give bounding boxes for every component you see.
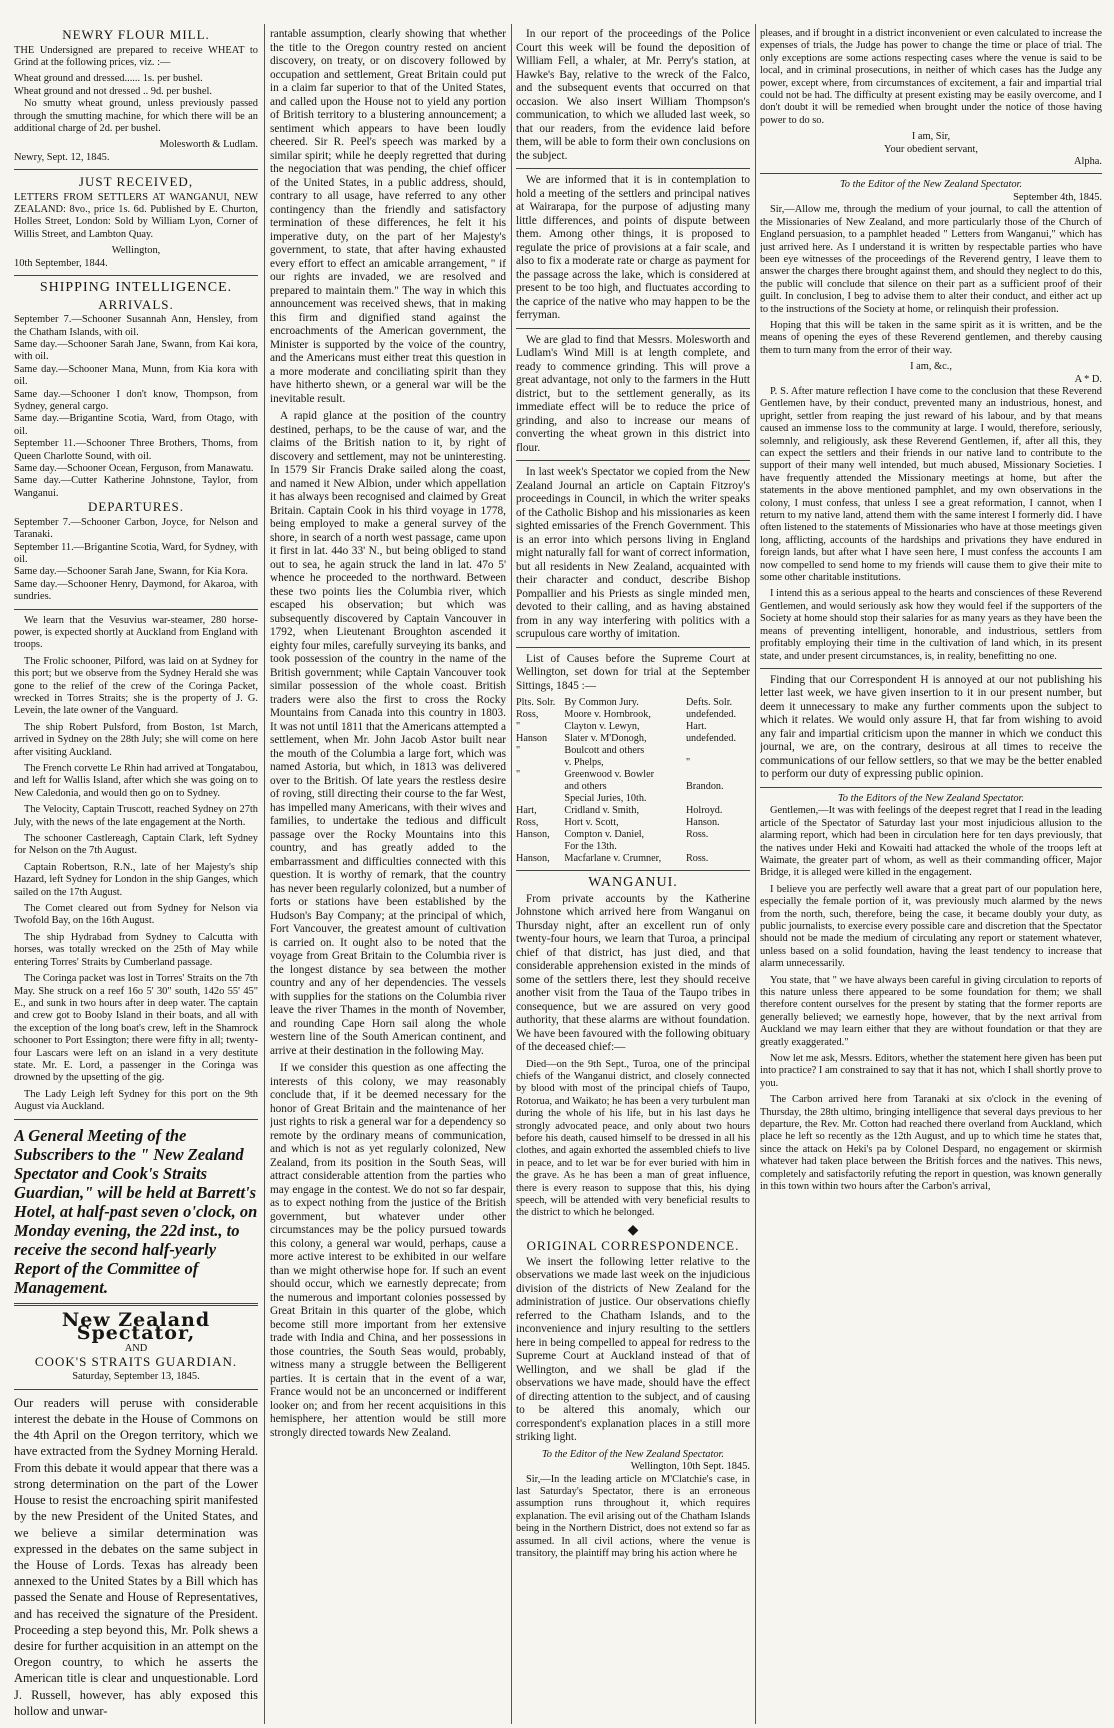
table-row [516,793,750,805]
just-received-heading: JUST RECEIVED, [78,174,194,190]
arrival-item: Same day.—Schooner Ocean, Ferguson, from Manawatu. [14,462,254,474]
table-row [516,817,750,829]
table-cell [686,745,750,757]
letter-closing: Your obedient servant, [884,143,978,155]
table-cell: Clayton v. Lewyn, [564,721,640,732]
gentlemen-letter: Now let me ask, Messrs. Editors, whether the statement here given has been put into practice? I am constrained to say that it has not, which I shall shortly prove to you. [760,1053,1102,1089]
table-row [516,745,750,757]
leading-article-continued: rantable assumption, clearly showing that whether the title to the Oregon country rested on ancient discovery, on treaty, or on discovery followed by occupation and settlement, Great Britain could put in a claim far superior to that of the United States, and called upon the House not to yield any portion of British territory to a blustering announcement; a sentiment which appears to have been loudly cheered. Sir R. Peel's speech was marked by a similar spirit; while he deeply regretted that during the negociation that was pending, the chief officer of the United States, in a public address, should, contrary to all usage, have referred to any other contingency than the friendly and satisfactory termination of these differences, he felt it his imperative duty, on the part of her Majesty's government, to state, that after having exhausted every effort to effect an amicable arrangement, " if our rights are invaded, we are resolved and prepared to maintain them." The way in which this announcement was received shews, that in making this firm and dignified stand against the encroachments of the American government, the Minister is supported by the voice of the country, and the Americans must either treat this question in a more moderate and conciliating spirit than they have hitherto shewn, or a general war will be the inevitable result. [270,28,506,405]
masthead-subtitle: COOK'S STRAITS GUARDIAN. [34,1353,238,1369]
table-row [516,829,750,841]
arrival-item: Same day.—Schooner Mana, Munn, from Kia kora with oil. [14,363,258,388]
table-cell: Cridland v. Smith, [564,805,640,816]
original-correspondence-heading: ORIGINAL CORRESPONDENCE. [526,1238,740,1254]
departure-item: September 11.—Brigantine Scotia, Ward, for Sydney, with oil. [14,541,258,565]
table-row [516,769,750,781]
table-cell: Ross. [685,853,709,864]
table-cell: Hanson [516,733,548,744]
police-court-paragraph: In our report of the proceedings of the Police Court this week will be found the deposition of William Fell, a whaler, at Mr. Perry's station, at Hawke's Bay, relative to the wreck of the Falco, and the subsequent events that occurred on that occasion. We also insert William Thompson's communication, to which we alluded last week, so that our readers, from the evidence laid before them, will be able to form their own conclusions on the subject. [516,28,750,162]
shipping-news: The ship Hydrabad from Sydney to Calcutta with horses, was totally wrecked on the 25th of May while entering Torres' Straits by Cumberland passage. [14,931,258,968]
table-cell: Boulcott and others [564,745,645,756]
arrival-item: Same day.—Brigantine Scotia, Ward, from Otago, with oil. [14,413,258,437]
letter-signature: Alpha. [1074,156,1102,168]
table-cell: Slater v. M'Donogh, [564,733,647,744]
causes-intro: List of Causes before the Supreme Court at Wellington, set down for trial at the September Sittings, 1845 :— [516,652,750,692]
just-received-place: Wellington, [111,245,161,257]
flour-mill-signature: Molesworth & Ludlam. [159,139,258,151]
column-1 [14,28,258,1720]
table-row [516,805,750,817]
flour-price: Wheat ground and dressed...... 1s. per bushel. [14,73,203,85]
arrival-item: September 11.—Schooner Three Brothers, Thoms, from Queen Charlotte Sound, with oil. [14,438,258,462]
table-row [516,853,750,865]
shipping-news: We learn that the Vesuvius war-steamer, 280 horse-power, is expected shortly at Auckland from England with troops. [14,614,258,651]
divider [760,787,1102,788]
flour-mill-notice: THE Undersigned are prepared to receive WHEAT to Grind at the following prices, viz. :— [14,44,258,68]
table-cell: " [516,721,521,732]
missionaries-letter: Hoping that this will be taken in the same spirit as it is written, and be the means of opening the eyes of these Reverend gentlemen, and thereby causing them to turn many from the error of their way. [760,319,1102,356]
arrival-item: September 7.—Schooner Susannah Ann, Hensley, from the Chatham Islands, with oil. [14,314,258,338]
column-4 [760,28,1102,1720]
table-cell: Ross, [516,709,539,720]
causes-header-row [516,697,750,709]
column-header: By Common Jury. [564,697,639,708]
leading-article-continued: If we consider this question as one affecting the interests of this colony, we may reasonably conclude that, if it be deemed necessary for the honor of Great Britain and the maintenance of her just rights to risk a general war for a dependency so remote by the ordinary means of communication, and which is not as yet regularly colonized, New Zealand, from its position in the South Seas, will attract considerable attention from the parties who may engage in the contest. We do not so far despair, as to expect nothing from the justice of the British government, but whatever under other circumstances may be the policy pursued towards this colony, a general war would, perhaps, cause a more active interest to be exhibited in our welfare than we might otherwise hope for. If such an event should occur, which we earnestly deprecate; from the numerous and important colonies possessed by Great Britain in this quarter of the globe, which become still more important from her extensive trade with India and China, and her possessions in those countries, the South Seas would, probably, witness many a struggle between the Belligerent parties. It is certain that in the event of a war, France would not be an unconcerned or indifferent looker on; and from her recent acquisitions in this hemisphere, her attention would be still more strongly directed towards New Zealand. [270,1062,506,1439]
shipping-news: The Velocity, Captain Truscott, reached Sydney on 27th July, with the news of the late engagement at the North. [14,804,258,828]
shipping-news: The Coringa packet was lost in Torres' Straits on the 7th May. She struck on a reef 16o 5' 30" south, 142o 55' 45" E., and sunk in two hours after in deep water. The captain and crew got to Booby Island in their boats, and all with the exception of the long boat's crew, left in the Shamrock schooner to Port Essington; there were fifty in all; twenty-four Lascars were left on an island in a very destitute state. Mr. E. Lord, a passenger in the Coringa was drowned by the upsetting of the gig. [14,973,258,1084]
table-cell [686,769,750,781]
table-row [516,781,750,793]
gentlemen-letter: You state, that " we have always been careful in giving circulation to reports of this nature unless there appeared to be some foundation for them; we shall therefore content ourselves for the present by stating that the former reports are generally believed; we earnestly hope, however, that by the next arrival from Auckland we may learn either that they are without foundation or that they are greatly exaggerated." [760,974,1102,1048]
flour-mill-heading: NEWRY FLOUR MILL. [62,28,210,42]
table-cell: Hart, [516,805,537,816]
table-cell: v. Phelps, [564,757,604,768]
divider [14,1119,258,1120]
table-cell [686,793,750,805]
table-cell: Hanson, [516,853,550,864]
catholic-bishop-paragraph: In last week's Spectator we copied from the New Zealand Journal an article on Captain Fitzroy's proceedings in Council, in which the writer speaks of the Catholic Bishop and his missionaries as keen sighted emissaries of the French Government. This is an error into which persons living in England might naturally fall for want of correct information, but all residents in New Zealand, acquainted with their character and conduct, describe Bishop Pompallier and his Priests as single minded men, devoted to their calling, and as having abstained from in any way interfering with politics with a scrupulous care worthy of imitation. [516,466,750,640]
table-cell: " [516,769,521,780]
table-cell: Hanson. [685,817,720,828]
missionaries-letter: Sir,—Allow me, through the medium of your journal, to call the attention of the Missionaries of New Zealand, and more particularly those of the Church of England persuasion, to a pamphlet headed " Letters from Wanganui," which has just arrived here. As I understand it is written by respectable parties who have been eye witnesses of the proceedings of the Reverend gentry, I leave them to answer the charges there brought against them, and should they neglect to do this, the public will conclude that silence on their part as a sufficient proof of their guilt. In conclusion, I beg to advise them to alter their conduct, and either act up to the instructions of the Society at home, or relinquish their profession. [760,204,1102,315]
divider [516,870,750,871]
causes-table [516,697,750,865]
table-cell: Special Juries, 10th. [564,793,647,804]
flour-mill-date: Newry, Sept. 12, 1845. [14,151,110,163]
table-cell [516,757,564,769]
just-received-text: LETTERS FROM SETTLERS AT WANGANUI, NEW ZEALAND: 8vo., price 1s. 6d. Published by E. Churton, Holles Street, London: Sold by William Lyon, Corner of Willis Street, and Lambton Quay. [14,191,258,240]
leading-article-continued: A rapid glance at the position of the country destined, perhaps, to be the cause of war, and the claims of the British nation to it, by right of discovery and settlement, may not be uninteresting. In 1579 Sir Francis Drake sailed along the coast, and named it New Albion, under which appellation it has always been recognised and claimed by Great Britain. Captain Cook in his third voyage in 1778, being employed to make a general survey of the shore, in search of a north west passage, came upon it first in lat. 44o 33' N., but being obliged to stand out to sea, he again struck the land in lat. 47o 5' whence he proceeded to the northward. Between these two points lies the Columbia river, which escaped his observation; but which was subsequently discovered by Captain Vancouver in 1792, when Lieutenant Broughton ascended it eighty four miles, carefully surveying its banks, and took possession of the country in the name of the British government; while Captain Vancouver took similar possession of the whole coast. British traders were also the first to cross the Rocky Mountains from Canada into this country in 1803. It was not until 1811 that the Americans attempted a settlement, when Mr. John Jacob Astor built near the mouth of the Columbia a large fort, which was named Astoria, but which, in 1813 was delivered over to the British. Of late years the restless desire of roving, still directing their course to the far West, has impelled many Americans, with their wives and families, to undertake the tedious and difficult passage over the Rocky Mountains into this country, and has greatly added to the embarrassment and difficulties connected with this question. It is worthy of remark, that the country has never been regularly colonized, but a number of forts or stations have been established by the Hudson's Bay Company; at the principal of which, Fort Vancouver, the greatest amount of cultivation is carried on. It ought also to be noted that the voyage from Great Britain to the Columbia river is the longest distance by sea between the mother country and any of her dependencies. The vessels with supplies for the stations on the Columbia river leave the river Thames in the month of November, and rounding Cape Horn sail along the whole western line of the South American continent, and arrive at their destination in the following May. [270,410,506,1057]
shipping-news: The Lady Leigh left Sydney for this port on the 9th August via Auckland. [14,1088,258,1113]
departures-heading: DEPARTURES. [87,499,185,515]
divider [14,275,258,276]
masthead-title: New Zealand Spectator, [61,1308,211,1345]
column-3 [516,28,750,1720]
arrival-item: Same day.—Schooner Sarah Jane, Swann, from Kai kora, with oil. [14,338,258,363]
letter-date: September 4th, 1845. [1013,191,1102,203]
wanganui-heading: WANGANUI. [588,875,678,890]
arrival-item: Same day.—Schooner I don't know, Thompson, from Sydney, general cargo. [14,388,258,412]
leading-article: Our readers will peruse with considerable interest the debate in the House of Commons on the 4th April on the Oregon territory, which we have extracted from the Sydney Morning Herald. From this debate it would appear that there was a strong determination on the part of the Lower House to resist the encroaching spirit manifested by the new President of the United States, and we believe a similar determination was expressed in the debates on the same subject in the House of Lords. Texas has already been annexed to the United States by a Bill which has passed the Senate and House of Representatives, and has received the signature of the President. Proceeding a step beyond this, Mr. Polk shews a desire for further acquisition in an attempt on the Oregon country, to which he asserts the American title is clear and unquestionable. Lord J. Russell, however, has ably exposed this hollow and unwar- [14,1395,258,1718]
table-cell [686,841,750,853]
table-cell [516,781,564,793]
table-cell: Hort v. Scott, [564,817,619,828]
gentlemen-letter: I believe you are perfectly well aware that a great part of our population here, especially the female portion of it, was previously much alarmed by the news from the north, such, therefore, being the case, it became doubly your duty, as public journalists, to exercise every possible care and discretion that the Spectator should not be made the medium of circulating any report or statement whatever, unless based on a solid foundation, having the least tendency to increase that alarm unnecessarily. [760,883,1102,970]
arrival-item: Same day.—Cutter Katherine Johnstone, Taylor, from Wanganui. [14,475,258,499]
letter-address: To the Editor of the New Zealand Spectator. [839,179,1023,191]
table-row [516,709,750,721]
shipping-news: The Frolic schooner, Pilford, was laid on at Sydney for this port; but we observe from the Sydney Herald she was gone to the relief of the crew of the Coringa Packet, wrecked in Torres Straits; she is the property of J. G. Levein, the late owner of the Vanguard. [14,655,258,717]
table-cell: Holroyd. [685,805,723,816]
general-meeting-notice: A General Meeting of the Subscribers to the " New Zealand Spectator and Cook's Straits Guardian," will be held at Barrett's Hotel, at half-past seven o'clock, on Monday evening, the 22d inst., to receive the second half-yearly Report of the Committee of Management. [14,1125,258,1297]
letter-body-continued: pleases, and if brought in a district inconvenient or even calculated to increase the expenses of trials, the Judge has power to change the time or place of trial. The only exceptions are some actions respecting cases where the venue is said to be local, and in criminal prosecutions, in neither of which cases has the Judge any power, except where, from circumstances of excitement, a fair and impartial trial could not be had. The difficulty at present existing may be easily overcome, and I don't doubt it will be remedied when brought under the notice of those having power to do so. [760,28,1102,126]
masthead-and: AND [124,1342,148,1354]
gentlemen-letter: The Carbon arrived here from Taranaki at six o'clock in the evening of Thursday, the 28th ultimo, bringing intelligence that several days previous to her departure, the Rev. Mr. Cotton had reached there overland from Auckland, which place he left so recently as the 12th August, and up to which time he states that, since the attack on Heki's pa by Colonel Despard, no engagement or skirmish whatever had taken place between the British forces and the natives. This news, completely and satisfactorily refuting the report in question, was known generally in this town within two hours after the Carbon's arrival, [760,1094,1102,1193]
flour-price: Wheat ground and not dressed .. 9d. per bushel. [14,85,212,97]
table-cell: Ross. [685,829,709,840]
shipping-news: The schooner Castlereagh, Captain Clark, left Sydney for Nelson on the 7th August. [14,833,258,857]
gentlemen-letter: Gentlemen,—It was with feelings of the deepest regret that I read in the leading article of the Spectator of Saturday last your most injudicious allusion to the alarming report, which had been in circulation here for ten days previously, that the natives under Heki and Kowaiti had attacked the whole of the troops left at Waimate, the greater part of whom, as well as their commanding officer, Major Bridge, it is alleged were killed in the engagement. [760,805,1102,879]
shipping-news: The ship Robert Pulsford, from Boston, 1st March, arrived in Sydney on the 28th July; she will come on here after visiting Auckland. [14,721,258,758]
table-cell: and others [564,781,607,792]
shipping-news: Captain Robertson, R.N., late of her Majesty's ship Hazard, left Sydney for London in the ship Ganges, which sailed on the 17th August. [14,861,258,898]
postscript: P. S. After mature reflection I have come to the conclusion that these Reverend Gentlemen have, by their conduct, prevented many an industrious, honest, and upright, settler from reaping the just reward of his labour, and by that means caused an immense loss to the community at large. I would, therefore, seriously, solemnly, and religiously, ask these Reverend Gentlemen, if, after all this, they can expect the settlers and their friends in our native land to contribute to the support of their many well intended, but much abused, Missionary Societies. I have frequently attended the Missionary meetings at home, but after the statements in the above mentioned pamphlet, and my own observations in the colony, I must confess, that unless I see a great reformation, I cannot, when I return to my native land, attend them with the same interest I formerly did. I have often listened to the statements of Missionaries who have at those meetings given long, afflicting, accounts of the hardships and privations they have endured in foreign lands, but after what I have seen here, I must confess the accounts I am now compelled to send home to my friends will cause them to give their mite to some other charitable institutions. [760,385,1102,584]
departure-item: September 7.—Schooner Carbon, Joyce, for Nelson and Taranaki. [14,516,258,541]
divider [14,169,258,170]
letter-closing: I am, Sir, [911,131,951,143]
wairarapa-paragraph: We are informed that it is in contemplation to hold a meeting of the settlers and principal natives at Wairarapa, for the purpose of adjusting many little differences, and points of dispute between them. Among other things, it is proposed to regulate the price of provisions at a fair scale, and also to fix a moderate rate or charge as payment for the passage across the lake, which is considered at present to be too high, and fluctuates according to the caprice of the native who may happen to be the ferryman. [516,174,750,321]
arrivals-heading: ARRIVALS. [98,296,174,312]
wanganui-paragraph: From private accounts by the Katherine Johnstone which arrived here from Wanganui on Thursday night, after an excellent run of only twenty-four hours, we learn that Turoa, a principal chief of that district, has just died, and that considerable apprehension existed in the minds of some of the settlers there, lest they should receive another visit from the Taua of the Taupo tribes in consequence, but we are assured on very good authority, that these alarms are without foundation. We have been favoured with the following obituary of the deceased chief:— [516,892,750,1053]
shipping-news: The Comet cleared out from Sydney for Nelson via Twofold Bay, on the 16th August. [14,903,258,927]
letter-body: Sir,—In the leading article on M'Clatchie's case, in last Saturday's Spectator, there is an erroneous assumption runs throughout it, which requires explanation. The evil arising out of the Chatham Islands being in the Northern District, does not extend so far as assumed. In all civil actions, where the venue is transitory, the plaintiff may bring his action where he [516,1473,750,1560]
divider [516,647,750,648]
divider [14,609,258,610]
editorial-note: Finding that our Correspondent H is annoyed at our not publishing his letter last week, we have given insertion to it in our present number, but deem it unnecessary to make any further comments upon the subject to which it relates. We would only assure H, that far from wishing to avoid any fair and impartial criticism upon the manner in which we conduct this journal, we are, on the contrary, desirous at all times to receive the communications of our fellow settlers, so that we may be the better enabled to perform our duty of expressing public opinion. [760,673,1102,781]
table-row [516,757,750,769]
table-cell: Brandon. [685,781,724,792]
divider [516,328,750,329]
table-row [516,841,750,853]
column-rule [264,24,265,1724]
divider [760,668,1102,669]
table-cell: Macfarlane v. Crumner, [564,853,662,864]
table-cell [516,793,564,805]
shipping-news: The French corvette Le Rhin had arrived at Tongatabou, and left for Wallis Island, after which she was going on to New Caledonia, and would then go on to Sydney. [14,763,258,799]
table-cell: Hanson, [516,829,550,840]
column-rule [755,24,756,1724]
table-cell: Ross, [516,817,539,828]
column-rule [511,24,512,1724]
table-cell: Compton v. Daniel, [564,829,645,840]
turoa-obituary: Died—on the 9th Sept., Turoa, one of the principal chiefs of the Wanganui district, and closely connected by blood with most of the principal chiefs of Taupo, Rotorua, and Waikato; he has been a very turbulent man during the whole of his life, but in his last days he strongly advocated peace, and only about two hours before his death, caused himself to be dressed in all his clothes, and again exhorted the assembled chiefs to live in peace, and to let war be for ever buried with him in the grave. As he has been a man of great influence, there is every reason to suppose that this, his dying speech, will be attended with very beneficial results to the district to which he belonged. [516,1058,750,1219]
correspondence-intro: We insert the following letter relative to the observations we made last week on the injudicious division of the districts of New Zealand for the administration of justice. Our observations chiefly referred to the Chatham Islands, and to the inconvenience and injury resulting to the settlers here in being compelled to appeal for redress to the Supreme Court at Auckland instead of that of Wellington, and we shall be glad if the observations we have made, should have the effect of directing attention to the subject, and of causing to be altered this anomaly, which our correspondent's explanation places in a still more striking light. [516,1255,750,1444]
table-row [516,721,750,733]
shipping-heading: SHIPPING INTELLIGENCE. [39,280,233,296]
table-cell: Moore v. Hornbrook, [564,709,651,720]
column-header: Plts. Solr. [516,697,556,708]
column-2 [270,28,506,1720]
table-cell: Hart. [685,721,707,732]
table-cell: " [516,745,521,756]
letter-date: Wellington, 10th Sept. 1845. [630,1461,750,1473]
departure-item: Same day.—Schooner Sarah Jane, Swann, for Kia Kora. [14,566,248,578]
wind-mill-paragraph: We are glad to find that Messrs. Molesworth and Ludlam's Wind Mill is at length complete, and ready to commence grinding. This will prove a great advantage, not only to the farmers in the Hutt district, but to the settlement generally, as its immediate effect will be to reduce the price of grinding, and also to increase our means of converting the wheat grown in this district into flour. [516,333,750,454]
divider [760,173,1102,174]
letter-closing: I am, &c., [910,361,952,373]
divider [516,168,750,169]
flour-mill-notice: No smutty wheat ground, unless previously passed through the smutting machine, for which there will be an additional charge of 2d. per bushel. [14,98,258,134]
table-cell: " [685,757,691,768]
table-cell: Greenwood v. Bowler [564,769,654,780]
just-received-date: 10th September, 1844. [14,257,108,269]
divider [516,460,750,461]
divider [14,1389,258,1390]
letter-signature: A * D. [1074,373,1102,385]
letter-address: To the Editors of the New Zealand Spectator. [837,792,1025,804]
section-ornament: ◆ [627,1222,639,1238]
table-cell: For the 13th. [564,841,617,852]
letter-address: To the Editor of the New Zealand Spectator. [541,1448,725,1460]
table-cell: undefended. [685,733,737,744]
issue-date: Saturday, September 13, 1845. [72,1371,200,1383]
table-cell: undefended. [685,709,737,720]
column-header: Defts. Solr. [685,697,733,708]
table-row [516,733,750,745]
postscript: I intend this as a serious appeal to the hearts and consciences of these Reverend Gentlemen, and would seriously ask how they would feel if the supporters of the Society at home should stop their salaries for as many years as they have been the means of preventing intelligent, honorable, and industrious, settlers from profitably employing their time in the cultivation of land which, in its present state, and under present circumstances, is, in reality, benefitting no one. [760,588,1102,662]
divider [14,1303,258,1306]
departure-item: Same day.—Schooner Henry, Daymond, for Akaroa, with sundries. [14,578,258,603]
table-cell [516,841,564,853]
